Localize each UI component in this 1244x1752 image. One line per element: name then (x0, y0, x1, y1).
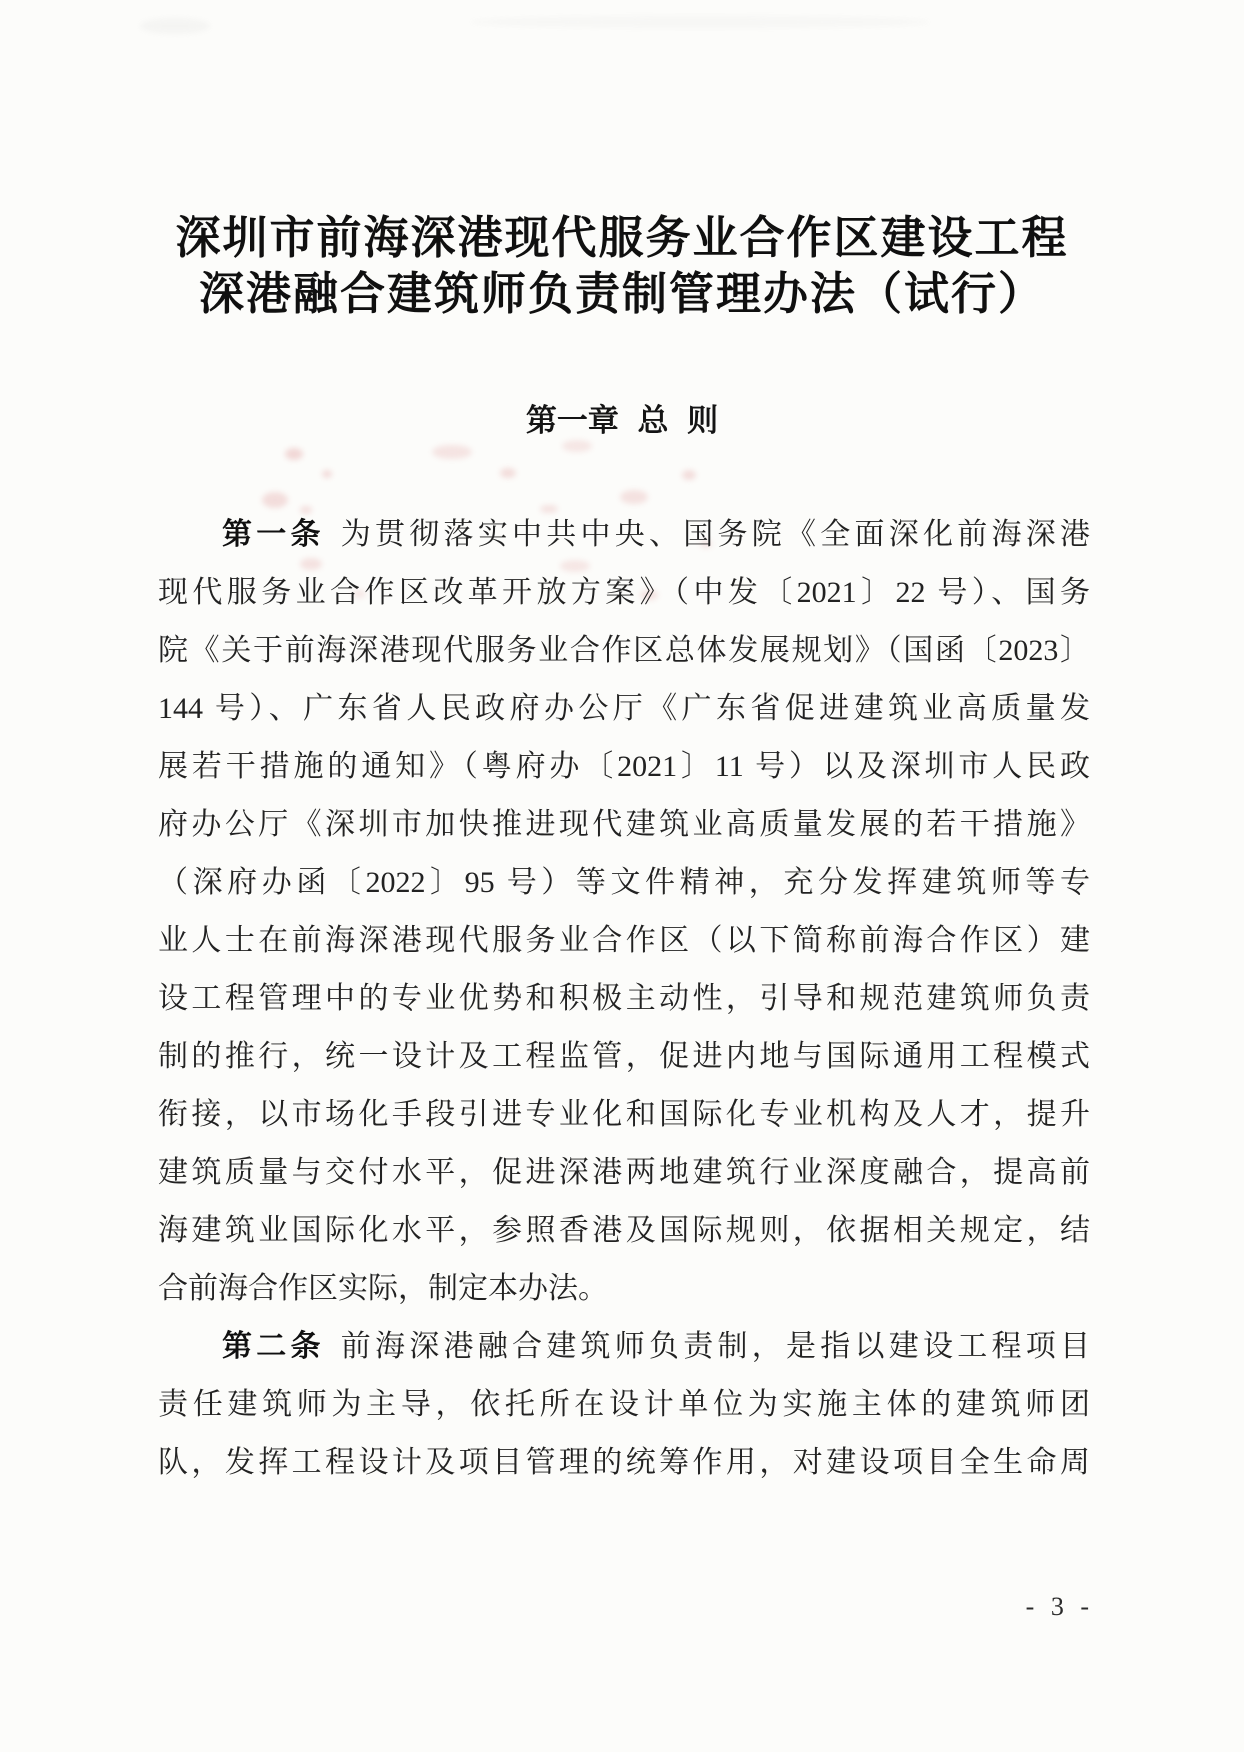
body-line: 责任建筑师为主导，依托所在设计单位为实施主体的建筑师团 (158, 1388, 1090, 1421)
body-line: 业人士在前海深港现代服务业合作区（以下简称前海合作区）建 (158, 924, 1090, 957)
document-body (158, 506, 1090, 1492)
scan-speckle (500, 468, 516, 478)
page-number: - 3 - (1025, 1592, 1094, 1621)
body-line: 144 号）、广东省人民政府办公厅《广东省促进建筑业高质量发 (158, 692, 1090, 725)
body-line: 院《关于前海深港现代服务业合作区总体发展规划》（国函〔2023〕 (158, 634, 1090, 667)
scan-speckle (432, 445, 472, 459)
title-line-1: 深圳市前海深港现代服务业合作区建设工程 (175, 212, 1069, 263)
title-line-2: 深港融合建筑师负责制管理办法（试行） (198, 268, 1045, 319)
scan-speckle (562, 440, 592, 452)
article-number: 第一条 (222, 518, 325, 551)
scan-speckle (140, 18, 210, 34)
scan-speckle (322, 470, 332, 478)
scan-speckle (620, 490, 648, 504)
body-line: 第二条 前海深港融合建筑师负责制，是指以建设工程项目 (222, 1330, 1090, 1363)
body-line: 制的推行，统一设计及工程监管，促进内地与国际通用工程模式 (158, 1040, 1090, 1073)
body-line: 衔接，以市场化手段引进专业化和国际化专业机构及人才，提升 (158, 1098, 1090, 1131)
body-line: 海建筑业国际化水平，参照香港及国际规则，依据相关规定，结 (158, 1214, 1090, 1247)
scan-speckle (285, 448, 303, 460)
scan-speckle (682, 470, 696, 480)
scan-speckle (470, 16, 930, 28)
body-line: 建筑质量与交付水平，促进深港两地建筑行业深度融合，提高前 (158, 1156, 1090, 1189)
body-line: 现代服务业合作区改革开放方案》（中发〔2021〕22 号）、国务 (158, 576, 1090, 609)
document-title (0, 210, 1244, 322)
body-line: 队，发挥工程设计及项目管理的统筹作用，对建设项目全生命周 (158, 1446, 1090, 1479)
body-line: 府办公厅《深圳市加快推进现代建筑业高质量发展的若干措施》 (158, 808, 1090, 841)
body-line: 第一条 为贯彻落实中共中央、国务院《全面深化前海深港 (222, 518, 1090, 551)
body-line: 合前海合作区实际，制定本办法。 (158, 1272, 608, 1305)
body-line: 设工程管理中的专业优势和积极主动性，引导和规范建筑师负责 (158, 982, 1090, 1015)
article-number: 第二条 (222, 1330, 325, 1363)
body-line: 展若干措施的通知》（粤府办〔2021〕11 号）以及深圳市人民政 (158, 750, 1090, 783)
body-line: （深府办函〔2022〕95 号）等文件精神，充分发挥建筑师等专 (158, 866, 1090, 899)
chapter-heading: 第一章 总 则 (525, 403, 719, 438)
